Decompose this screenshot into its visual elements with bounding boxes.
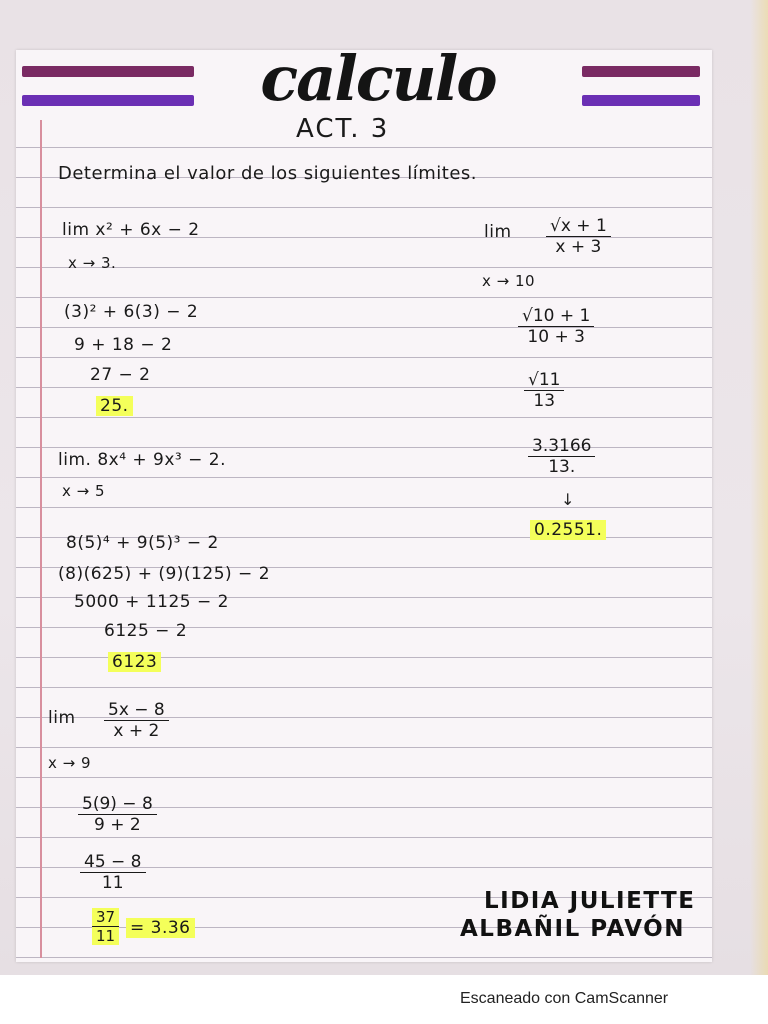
problem4-step2-denominator: 13 [524, 390, 564, 411]
header-band-right-bottom [582, 95, 700, 106]
problem3-fraction [104, 700, 169, 741]
problem3-step2-denominator: 11 [80, 872, 146, 893]
margin-line [40, 120, 42, 958]
problem2-step-4: 6125 − 2 [104, 621, 188, 641]
problem1-expression: lim x² + 6x − 2 [62, 220, 200, 240]
problem4-step3-denominator: 13. [528, 456, 595, 477]
problem1-subscript: x → 3. [68, 254, 117, 272]
scanner-watermark: Escaneado con CamScanner [460, 990, 669, 1007]
problem4-numerator: √x + 1 [550, 216, 607, 236]
problem3-step1-denominator: 9 + 2 [78, 814, 157, 835]
problem3-answer-value: = 3.36 [126, 918, 195, 938]
problem4-lim: lim [484, 222, 512, 242]
problem3-step-1 [78, 794, 157, 835]
page-title: calculo [260, 42, 496, 115]
problem4-answer: 0.2551. [530, 520, 606, 540]
header-band-left-top [22, 66, 194, 77]
problem3-numerator: 5x − 8 [108, 700, 165, 720]
problem2-step-1: 8(5)⁴ + 9(5)³ − 2 [66, 533, 219, 553]
page-subtitle: ACT. 3 [296, 114, 390, 144]
problem4-step-2 [524, 370, 564, 411]
problem2-step-2: (8)(625) + (9)(125) − 2 [58, 564, 271, 584]
problem4-denominator: x + 3 [546, 236, 611, 257]
problem3-step1-numerator: 5(9) − 8 [82, 794, 153, 814]
problem4-step2-numerator: √11 [528, 370, 561, 390]
problem3-lim: lim [48, 708, 76, 728]
problem3-step-2 [80, 852, 146, 893]
problem2-step-3: 5000 + 1125 − 2 [74, 592, 229, 612]
problem3-step2-numerator: 45 − 8 [84, 852, 142, 872]
problem3-answer-numerator: 37 [96, 908, 116, 926]
problem3-answer-denominator: 11 [92, 926, 119, 945]
author-line-1: LIDIA JULIETTE [484, 888, 696, 914]
problem4-fraction [546, 216, 611, 257]
problem1-step-2: 9 + 18 − 2 [74, 335, 173, 355]
problem2-answer: 6123 [108, 652, 161, 672]
down-arrow-icon: ↓ [561, 490, 575, 509]
problem2-expression: lim. 8x⁴ + 9x³ − 2. [58, 450, 227, 470]
problem4-step1-numerator: √10 + 1 [522, 306, 591, 326]
problem4-step-3 [528, 436, 595, 477]
problem3-subscript: x → 9 [48, 754, 92, 772]
header-band-right-top [582, 66, 700, 77]
problem4-step3-numerator: 3.3166 [532, 436, 592, 456]
problem2-subscript: x → 5 [62, 482, 106, 500]
problem4-subscript: x → 10 [482, 272, 536, 290]
instruction-text: Determina el valor de los siguientes límites. [58, 163, 477, 184]
author-line-2: ALBAÑIL PAVÓN [460, 916, 685, 942]
header-band-left-bottom [22, 95, 194, 106]
problem1-step-1: (3)² + 6(3) − 2 [64, 302, 199, 322]
problem1-step-3: 27 − 2 [90, 365, 151, 385]
problem4-step1-denominator: 10 + 3 [518, 326, 594, 347]
problem3-answer-fraction [92, 908, 119, 945]
problem4-step-1 [518, 306, 594, 347]
problem1-answer: 25. [96, 396, 133, 416]
problem3-denominator: x + 2 [104, 720, 169, 741]
